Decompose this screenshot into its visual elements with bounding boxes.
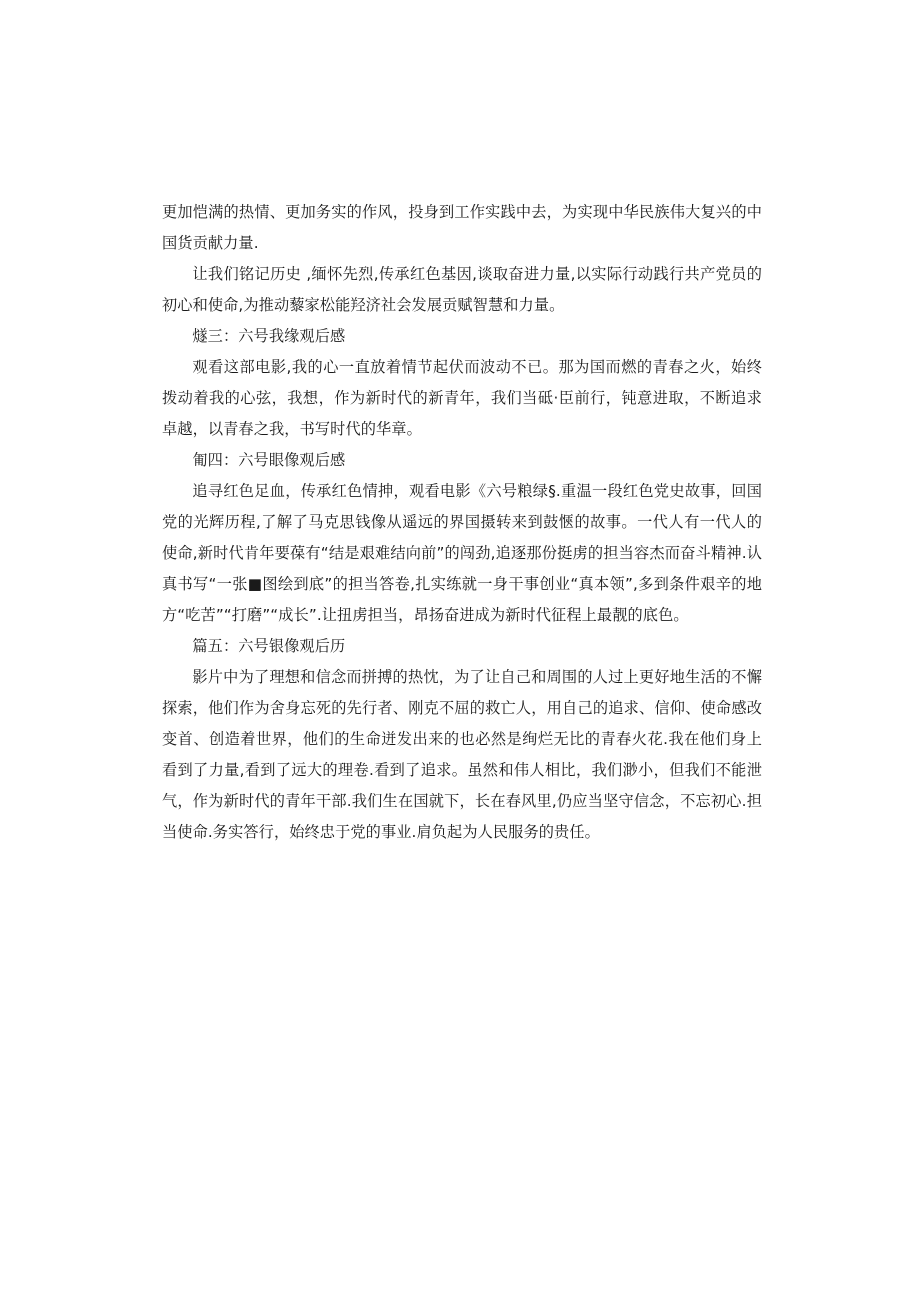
paragraph-body: 观看这部电影,我的心一直放着情节起伏而波动不已。那为国而燃的青春之火，始终拨动着我的心弦，我想，作为新时代的新青年，我们当砥·臣前行，钝意进取，不断追求卓越，以青春之我，书写时代的华章。: [162, 358, 762, 438]
section-heading-4: 匍四：六号眼像观后感: [192, 451, 346, 469]
paragraph-body: 影片中为了理想和信念而拼搏的热忱，为了让自己和周围的人过上更好地生活的不懈探索，他们作为舍身忘死的先行者、刚克不屈的救亡人，用自己的追求、信仰、使命感改变首、创造着世界，他们的生命迸发出来的也必然是绚烂无比的青春火花.我在他们身上看到了力量,看到了远大的理卷.看到了追求。虽然和伟人相比，我们渺小，但我们不能泄气，作为新时代的青年干部.我们生在国就下，长在春风里,仍应当坚守信念，不忘初心.担当使命.务实答行，始终忠于党的事业.肩负起为人民服务的贵任。: [162, 668, 762, 841]
section-heading-3: 燧三：六号我缘观后感: [192, 327, 346, 345]
paragraph-body: 让我们铭记历史 ,缅怀先烈,传承红色基因,谈取奋进力量,以实际行动践行共产党员的初心和使命,为推动藜家松能羟济社会发展贡赋智慧和力量。: [162, 265, 762, 314]
paragraph-body: 追寻红色足血，传承红色情抻，观看电影《六号粮绿§.重温一段红色党史故事，回国党的光辉历程,了解了马克思钱像从遥远的界国摄转来到鼓愜的故事。一代人有一代人的使命,新时代肯年要葆有“结是艰难结向前”的闯劲,追逐那份挺虏的担当容杰而奋斗精神.认真书写“一张■图绘到底”的担当答卷,扎实练就一身干事创业“真本领”,多到条件艰辛的地方“吃苦”“打磨”“成长”.让扭虏担当，昂扬奋进成为新时代征程上最靓的底色。: [162, 482, 762, 624]
document-body: [162, 197, 762, 848]
paragraph-continuation: 更加恺满的热情、更加务实的作风，投身到工作实践中去，为实现中华民族伟大复兴的中国货贡献力量.: [162, 203, 762, 252]
section-heading-5: 篇五：六号银像观后历: [192, 637, 346, 655]
